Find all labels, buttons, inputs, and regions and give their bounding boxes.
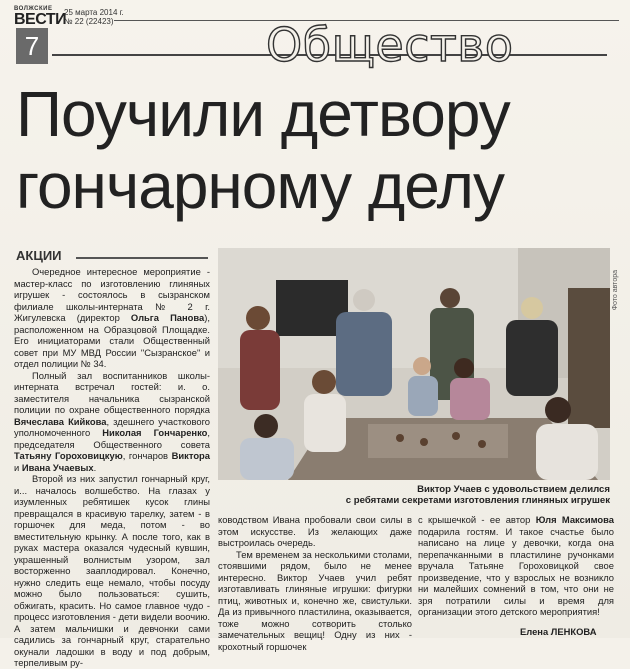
- photo-illustration: [218, 248, 610, 480]
- article-column-1: [14, 266, 210, 668]
- person-name: Николая Гончаренко: [102, 427, 208, 438]
- article-paragraph: Очередное интересное мероприятие - мастер-класс по изготовлению глиняных игрушек - состоялось в сызранском филиале школы-интерната № 2 г. Жигулевска (директор Ольга Панова), расположенном на Образцовой Площадке. Его инициаторами стали Общественный совет при МУ МВД России "Сызранское" и отдел полиции № 34.: [14, 266, 210, 369]
- rubric-divider: [76, 257, 208, 259]
- person-name: Татьяну Гороховицкую: [14, 450, 123, 461]
- article-paragraph: ководством Ивана пробовали свои силы в этом искусстве. Из желающих даже выстроилась очередь.: [218, 514, 412, 548]
- person-name: Ивана Учаевых: [21, 461, 94, 473]
- headline-line-2: гончарному делу: [16, 150, 504, 222]
- newspaper-logo: ВЕСТИ: [14, 11, 67, 28]
- article-paragraph: Второй из них запустил гончарный круг, и... началось волшебство. На глазах у изумленных ребятишек кусок глины превращался в красивую тарелку, затем - в горшочек для меда, потом - во вместительную крынку. А после того, как в руках мастера оказался чудесный кувшин, украшенный волнистым узором, зал восторженно зааплодировал. Конечно, нужно следить еще немало, чтобы посуду можно было пользоваться: сушить, обжигать, красить. Но самое главное чудо - процесс изготовления - дети видели воочию. А затем мальчишки и девчонки сами садились за гончарный круг, старательно окунали ладошки в воду и под добрым, терпеливым ру-: [14, 473, 210, 668]
- photo-credit: Фото автора: [612, 270, 619, 311]
- article-column-2: [218, 514, 412, 652]
- person-name: Юля Максимова: [535, 514, 614, 525]
- issue-number: № 22 (22423): [64, 17, 114, 26]
- issue-info: [64, 8, 124, 26]
- person-name: Вячеслава Кийкова: [14, 415, 107, 427]
- issue-date: 25 марта 2014 г.: [64, 8, 124, 17]
- headline: [16, 78, 616, 222]
- caption-line-1: Виктор Учаев с удовольствием делился: [417, 484, 610, 495]
- article-paragraph: с крышечкой - ее автор Юля Максимова подарила гостям. И такое счастье было написано на лице у девочки, когда она перепачканными в пластилине ручонками вручала Татьяне Гороховицкой свое произведение, что у взрослых не возникло ни малейших сомнений в том, что они не зря потратили силы и время для организации этого детского мероприятия!: [418, 514, 614, 617]
- photo-caption: [222, 484, 610, 506]
- rubric: АКЦИИ: [16, 248, 62, 263]
- article-paragraph: Полный зал воспитанников школы-интерната встречал гостей: и. о. заместителя начальника сызранской полиции по охране общественного порядка Вячеслава Кийкова, здешнего участкового уполномоченного Николая Гончаренко, председателя Общественного совета Татьяну Гороховицкую, гончаров Виктора и Ивана Учаевых.: [14, 369, 210, 473]
- article-author: Елена ЛЕНКОВА: [520, 626, 597, 637]
- article-paragraph: Тем временем за несколькими столами, стоявшими рядом, было не менее интересно. Виктор Учаев учил ребят изготавливать глиняные игрушки: фигурки птиц, животных и, конечно же, свистульки. Да из привычного пластилина, оказывается, тоже можно сотворить столько замечательных вещиц! Одну из них - крохотный горшочек: [218, 548, 412, 652]
- person-name: Виктора: [171, 450, 210, 461]
- newspaper-region: ВОЛЖСКИЕ: [14, 6, 53, 12]
- headline-line-1: Поучили детвору: [16, 78, 510, 150]
- section-title: Общество: [266, 18, 514, 72]
- article-photo: [218, 248, 610, 480]
- caption-line-2: с ребятами секретами изготовления глиняных игрушек: [345, 495, 610, 506]
- article-column-3: [418, 514, 614, 638]
- person-name: Ольга Панова: [130, 312, 205, 323]
- page-number: 7: [16, 28, 48, 64]
